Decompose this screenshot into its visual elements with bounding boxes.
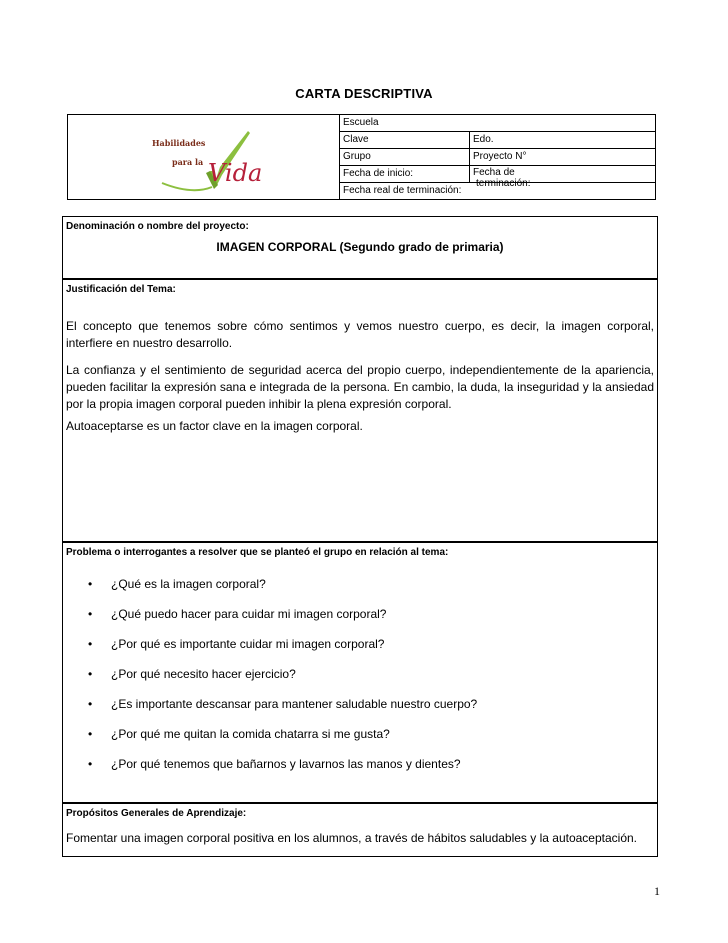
list-item — [63, 723, 657, 753]
project-section — [62, 216, 658, 279]
list-item — [63, 693, 657, 723]
project-name: IMAGEN CORPORAL (Segundo grado de primaria) — [216, 240, 504, 254]
question-text: ¿Por qué me quitan la comida chatarra si me gusta? — [111, 727, 390, 741]
question-text: ¿Por qué tenemos que bañarnos y lavarnos las manos y dientes? — [111, 757, 461, 771]
field-clave: Clave — [340, 132, 470, 148]
field-fecha-termino-line2: terminación: — [476, 178, 531, 189]
justification-paragraph-1: El concepto que tenemos sobre cómo sentimos y vemos nuestro cuerpo, es decir, la imagen corporal, interfiere en nuestro desarrollo. — [66, 319, 654, 350]
habilidades-para-la-vida-logo — [152, 125, 262, 195]
justification-section — [62, 279, 658, 542]
question-text: ¿Por qué necesito hacer ejercicio? — [111, 667, 296, 681]
list-item — [63, 633, 657, 663]
question-text: ¿Qué puedo hacer para cuidar mi imagen corporal? — [111, 607, 387, 621]
bullet-icon: • — [88, 637, 93, 651]
list-item — [63, 603, 657, 633]
purposes-section — [62, 803, 658, 857]
page-number: 1 — [654, 884, 660, 898]
logo-text-vida: Vida — [208, 159, 263, 187]
row-clave — [340, 132, 655, 149]
bullet-icon: • — [88, 757, 93, 771]
purposes-text: Fomentar una imagen corporal positiva en los alumnos, a través de hábitos saludables y la autoaceptación. — [66, 831, 638, 845]
bullet-icon: • — [88, 727, 93, 741]
list-item — [63, 573, 657, 603]
bullet-icon: • — [88, 667, 93, 681]
list-item — [63, 663, 657, 693]
logo-cell — [68, 115, 340, 199]
project-label: Denominación o nombre del proyecto: — [66, 221, 249, 232]
bullet-icon: • — [88, 607, 93, 621]
field-fecha-termino — [470, 166, 655, 189]
header-table — [67, 114, 656, 200]
field-edo: Edo. — [473, 134, 494, 145]
field-fecha-real: Fecha real de terminación: — [343, 185, 462, 196]
justification-paragraph-3: Autoaceptarse es un factor clave en la imagen corporal. — [66, 419, 363, 433]
document-title: CARTA DESCRIPTIVA — [295, 86, 433, 101]
list-item — [63, 753, 657, 783]
header-info — [340, 115, 655, 199]
row-fecha-real — [340, 183, 655, 199]
purposes-label: Propósitos Generales de Aprendizaje: — [66, 808, 247, 819]
justification-label: Justificación del Tema: — [66, 284, 176, 295]
field-grupo: Grupo — [340, 149, 470, 165]
bullet-icon: • — [88, 577, 93, 591]
question-text: ¿Por qué es importante cuidar mi imagen corporal? — [111, 637, 385, 651]
question-text: ¿Es importante descansar para mantener saludable nuestro cuerpo? — [111, 697, 478, 711]
field-fecha-termino-line1: Fecha de — [473, 167, 515, 178]
bullet-icon: • — [88, 697, 93, 711]
problem-label: Problema o interrogantes a resolver que se planteó el grupo en relación al tema: — [66, 547, 449, 558]
row-grupo — [340, 149, 655, 166]
field-proyecto: Proyecto N° — [473, 151, 527, 162]
problem-section — [62, 542, 658, 803]
field-escuela: Escuela — [343, 117, 379, 128]
questions-list — [63, 573, 657, 783]
field-fecha-inicio: Fecha de inicio: — [340, 166, 470, 182]
row-fechas — [340, 166, 655, 189]
question-text: ¿Qué es la imagen corporal? — [111, 577, 266, 591]
logo-text-para-la: para la — [172, 157, 204, 167]
row-escuela — [340, 115, 655, 132]
logo-text-habilidades: Habilidades — [152, 138, 206, 148]
justification-paragraph-2: La confianza y el sentimiento de seguridad acerca del propio cuerpo, independientemente de la apariencia, pueden facilitar la expresión sana e integrada de la persona. En cambio, la duda, la inseguridad y la ansiedad por la propia imagen corporal pueden inhibir la plena expresión corporal. — [66, 363, 654, 411]
